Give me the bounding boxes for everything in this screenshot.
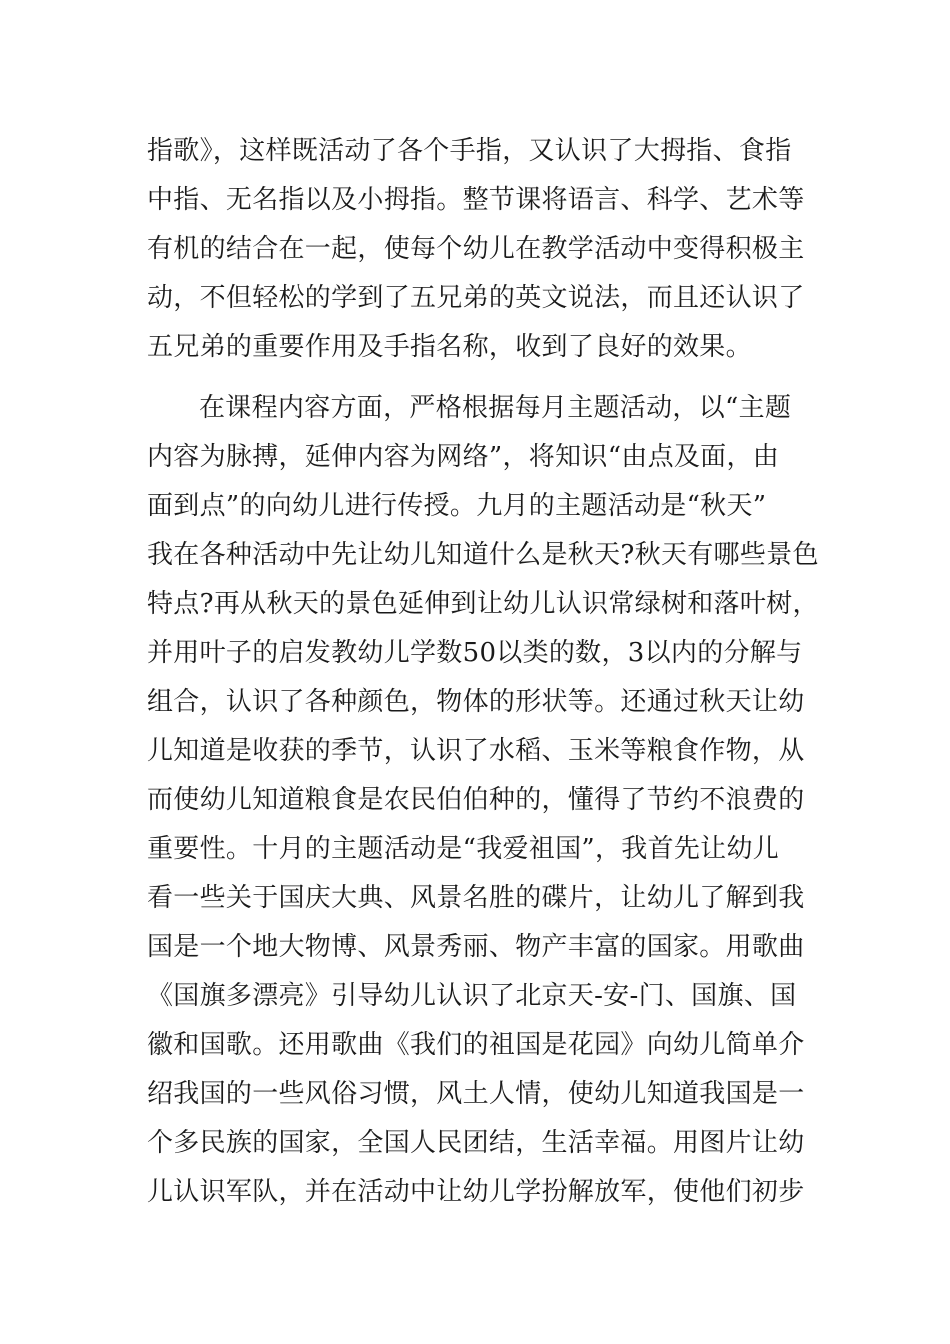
text-line: 而使幼儿知道粮食是农民伯伯种的，懂得了节约不浪费的 (147, 785, 805, 815)
text-line: 看一些关于国庆大典、风景名胜的碟片，让幼儿了解到我 (147, 883, 805, 913)
text-line: 组合，认识了各种颜色，物体的形状等。还通过秋天让幼 (147, 687, 805, 717)
text-line: 儿知道是收获的季节，认识了水稻、玉米等粮食作物，从 (147, 736, 805, 766)
text-line: 重要性。十月的主题活动是“我爱祖国”，我首先让幼儿 (147, 834, 780, 864)
text-line: 个多民族的国家，全国人民团结，生活幸福。用图片让幼 (147, 1128, 805, 1158)
text-line: 绍我国的一些风俗习惯，风土人情，使幼儿知道我国是一 (147, 1079, 805, 1109)
text-line: 儿认识军队，并在活动中让幼儿学扮解放军，使他们初步 (147, 1177, 805, 1207)
text-line: 中指、无名指以及小拇指。整节课将语言、科学、艺术等 (147, 185, 805, 215)
text-line: 有机的结合在一起，使每个幼儿在教学活动中变得积极主 (147, 234, 805, 264)
text-line: 面到点”的向幼儿进行传授。九月的主题活动是“秋天” (147, 491, 767, 521)
text-line: 徽和国歌。还用歌曲《我们的祖国是花园》向幼儿简单介 (147, 1030, 805, 1060)
text-line: 动，不但轻松的学到了五兄弟的英文说法，而且还认识了 (147, 283, 805, 313)
text-line: 我在各种活动中先让幼儿知道什么是秋天?秋天有哪些景色 (147, 540, 819, 570)
paragraph-first-line: 在课程内容方面，严格根据每月主题活动，以“主题 (199, 393, 792, 423)
body-text (147, 127, 819, 1217)
text-line: 内容为脉搏，延伸内容为网络”，将知识“由点及面，由 (147, 442, 780, 472)
text-line: 国是一个地大物博、风景秀丽、物产丰富的国家。用歌曲 (147, 932, 805, 962)
text-line: 五兄弟的重要作用及手指名称，收到了良好的效果。 (147, 332, 752, 362)
text-line: 特点?再从秋天的景色延伸到让幼儿认识常绿树和落叶树， (147, 589, 819, 619)
text-line: 指歌》，这样既活动了各个手指，又认识了大拇指、食指 (147, 136, 792, 166)
text-line: 《国旗多漂亮》引导幼儿认识了北京天-安-门、国旗、国 (147, 981, 797, 1011)
text-line: 并用叶子的启发教幼儿学数50以类的数，3以内的分解与 (147, 638, 803, 668)
